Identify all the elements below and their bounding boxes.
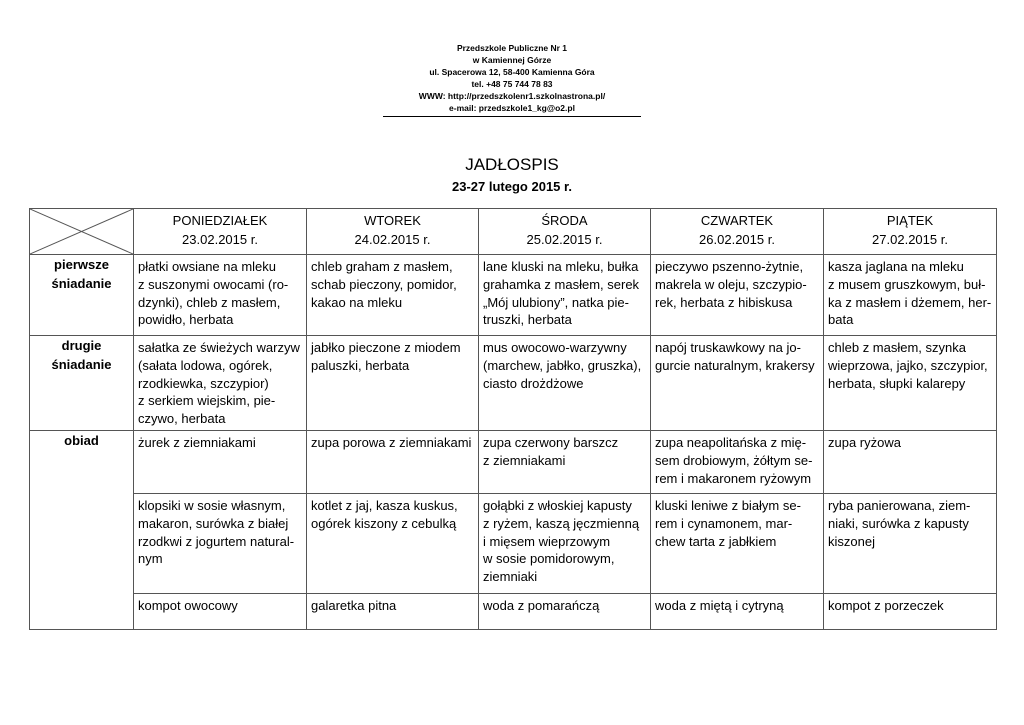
menu-item-line: kompot z porzeczek	[828, 598, 944, 613]
menu-item-line: (sałata lodowa, ogórek,	[138, 357, 273, 373]
menu-item-line: chew tarta z jabłkiem	[655, 533, 777, 549]
menu-item-line: niaki, surówka z kapusty	[828, 515, 969, 531]
menu-item-line: ziemniaki	[483, 569, 538, 585]
menu-item-line: chleb graham z masłem,	[311, 259, 453, 274]
menu-cell-wednesday	[479, 594, 651, 630]
meal-row-second-breakfast	[30, 336, 997, 431]
meal-label-line: śniadanie	[51, 357, 112, 372]
menu-cell-wednesday	[479, 336, 651, 431]
day-name: WTOREK	[364, 213, 421, 228]
meal-label-first-breakfast	[30, 255, 134, 336]
menu-item-line: zupa czerwony barszcz	[483, 435, 619, 450]
menu-cell-thursday	[651, 494, 824, 594]
menu-table	[29, 208, 997, 630]
menu-item-line: kluski leniwe z białym se-	[655, 498, 801, 513]
menu-item-line: makaron, surówka z białej	[138, 515, 289, 531]
menu-cell-friday	[824, 255, 997, 336]
title-block	[0, 155, 1024, 196]
day-header-monday	[134, 209, 307, 255]
menu-cell-thursday	[651, 255, 824, 336]
menu-cell-thursday	[651, 594, 824, 630]
school-address: ul. Spacerowa 12, 58-400 Kamienna Góra	[429, 67, 595, 77]
menu-item-line: napój truskawkowy na jo-	[655, 340, 801, 355]
meal-row-first-breakfast	[30, 255, 997, 336]
meal-label-line: pierwsze	[54, 257, 109, 272]
menu-item-line: mus owocowo-warzywny	[483, 340, 627, 355]
menu-item-line: powidło, herbata	[138, 312, 234, 328]
school-location: w Kamiennej Górze	[472, 55, 552, 65]
day-header-tuesday	[307, 209, 479, 255]
menu-item-line: rek, herbata z hibiskusa	[655, 294, 793, 310]
menu-item-line: wieprzowa, jajko, szczypior,	[828, 357, 988, 373]
day-date: 26.02.2015 r.	[699, 232, 775, 247]
menu-cell-tuesday	[307, 336, 479, 431]
school-email: e-mail: przedszkole1_kg@o2.pl	[449, 103, 575, 113]
menu-item-line: makrela w oleju, szczypio-	[655, 276, 807, 292]
menu-item-line: ka z masłem i dżemem, her-	[828, 294, 992, 310]
menu-item-line: woda z miętą i cytryną	[655, 598, 784, 613]
menu-item-line: „Mój ulubiony”, natka pie-	[483, 294, 629, 310]
menu-item-line: lane kluski na mleku, bułka	[483, 259, 639, 274]
day-date: 24.02.2015 r.	[354, 232, 431, 247]
header-row	[30, 209, 997, 255]
menu-item-line: zupa neapolitańska z mię-	[655, 435, 807, 450]
menu-item-line: czywo, herbata	[138, 411, 226, 427]
menu-item-line: sałatka ze świeżych warzyw	[138, 340, 300, 355]
day-header-wednesday	[479, 209, 651, 255]
menu-cell-friday	[824, 336, 997, 431]
page-title: JADŁOSPIS	[465, 155, 559, 174]
menu-cell-wednesday	[479, 494, 651, 594]
meal-label-line: drugie	[61, 338, 102, 353]
meal-row-lunch	[30, 494, 997, 594]
menu-cell-monday	[134, 255, 307, 336]
menu-item-line: rzodkwi z jogurtem natural-	[138, 533, 295, 549]
menu-cell-tuesday	[307, 255, 479, 336]
menu-item-line: kotlet z jaj, kasza kuskus,	[311, 498, 458, 513]
menu-item-line: jabłko pieczone z miodem	[311, 340, 461, 355]
menu-item-line: z ryżem, kaszą jęczmienną	[483, 515, 640, 531]
menu-item-line: pieczywo pszenno-żytnie,	[655, 259, 804, 274]
day-date: 27.02.2015 r.	[872, 232, 948, 247]
menu-item-line: ryba panierowana, ziem-	[828, 498, 971, 513]
day-name: CZWARTEK	[700, 213, 774, 228]
letterhead-rule	[383, 115, 641, 117]
school-name: Przedszkole Publiczne Nr 1	[456, 43, 568, 53]
menu-item-line: gołąbki z włoskiej kapusty	[483, 498, 632, 513]
menu-cell-monday	[134, 336, 307, 431]
menu-item-line: z serkiem wiejskim, pie-	[138, 393, 276, 409]
menu-item-line: w sosie pomidorowym,	[483, 551, 615, 567]
menu-cell-wednesday	[479, 255, 651, 336]
page-subtitle: 23-27 lutego 2015 r.	[452, 179, 572, 194]
menu-item-line: dzynki), chleb z masłem,	[138, 294, 281, 310]
menu-cell-tuesday	[307, 594, 479, 630]
menu-item-line: galaretka pitna	[311, 598, 397, 613]
menu-item-line: schab pieczony, pomidor,	[311, 276, 457, 292]
menu-cell-thursday	[651, 431, 824, 494]
menu-item-line: rzodkiewka, szczypior)	[138, 375, 269, 391]
menu-body	[30, 255, 997, 630]
menu-item-line: rem i makaronem ryżowym	[655, 470, 812, 486]
corner-cross	[30, 209, 133, 254]
menu-item-line: z ziemniakami	[483, 452, 566, 468]
menu-item-line: (marchew, jabłko, gruszka),	[483, 357, 642, 373]
meal-label-lunch	[30, 431, 134, 630]
menu-item-line: z musem gruszkowym, buł-	[828, 276, 986, 292]
menu-item-line: kakao na mleku	[311, 294, 403, 310]
corner-cell	[30, 209, 134, 255]
menu-item-line: ogórek kiszony z cebulką	[311, 515, 457, 531]
menu-item-line: gurcie naturalnym, krakersy	[655, 357, 815, 373]
menu-item-line: kompot owocowy	[138, 598, 238, 613]
menu-item-line: bata	[828, 312, 854, 328]
menu-cell-friday	[824, 431, 997, 494]
day-name: ŚRODA	[541, 213, 588, 228]
meal-row-lunch	[30, 594, 997, 630]
menu-item-line: chleb z masłem, szynka	[828, 340, 966, 355]
letterhead	[0, 42, 1024, 117]
menu-item-line: klopsiki w sosie własnym,	[138, 498, 286, 513]
menu-item-line: i mięsem wieprzowym	[483, 533, 611, 549]
menu-cell-monday	[134, 431, 307, 494]
day-name: PIĄTEK	[886, 213, 934, 228]
meal-label-second-breakfast	[30, 336, 134, 431]
menu-item-line: truszki, herbata	[483, 312, 572, 328]
menu-item-line: rem i cynamonem, mar-	[655, 515, 793, 531]
day-header-thursday	[651, 209, 824, 255]
menu-item-line: paluszki, herbata	[311, 357, 410, 373]
menu-item-line: kasza jaglana na mleku	[828, 259, 964, 274]
meal-row-lunch	[30, 431, 997, 494]
menu-item-line: z suszonymi owocami (ro-	[138, 276, 289, 292]
menu-cell-thursday	[651, 336, 824, 431]
menu-item-line: żurek z ziemniakami	[138, 435, 256, 450]
day-header-friday	[824, 209, 997, 255]
menu-item-line: kiszonej	[828, 533, 875, 549]
menu-cell-friday	[824, 494, 997, 594]
menu-item-line: grahamka z masłem, serek	[483, 276, 640, 292]
menu-item-line: ciasto drożdżowe	[483, 375, 584, 391]
menu-item-line: płatki owsiane na mleku	[138, 259, 277, 274]
school-website: WWW: http://przedszkolenr1.szkolnastrona.pl/	[418, 91, 606, 101]
menu-cell-friday	[824, 594, 997, 630]
menu-item-line: woda z pomarańczą	[483, 598, 600, 613]
menu-cell-monday	[134, 594, 307, 630]
day-date: 23.02.2015 r.	[182, 232, 258, 247]
menu-cell-monday	[134, 494, 307, 594]
school-phone: tel. +48 75 744 78 83	[471, 79, 553, 89]
day-date: 25.02.2015 r.	[526, 232, 603, 247]
meal-label-line: śniadanie	[51, 276, 112, 291]
menu-item-line: zupa ryżowa	[828, 435, 901, 450]
menu-item-line: herbata, słupki kalarepy	[828, 375, 966, 391]
menu-item-line: sem drobiowym, żółtym se-	[655, 452, 813, 468]
menu-item-line: zupa porowa z ziemniakami	[311, 435, 472, 450]
menu-cell-wednesday	[479, 431, 651, 494]
meal-label-line: obiad	[64, 433, 99, 448]
menu-item-line: nym	[138, 551, 163, 567]
menu-cell-tuesday	[307, 494, 479, 594]
day-name: PONIEDZIAŁEK	[172, 213, 268, 228]
menu-cell-tuesday	[307, 431, 479, 494]
